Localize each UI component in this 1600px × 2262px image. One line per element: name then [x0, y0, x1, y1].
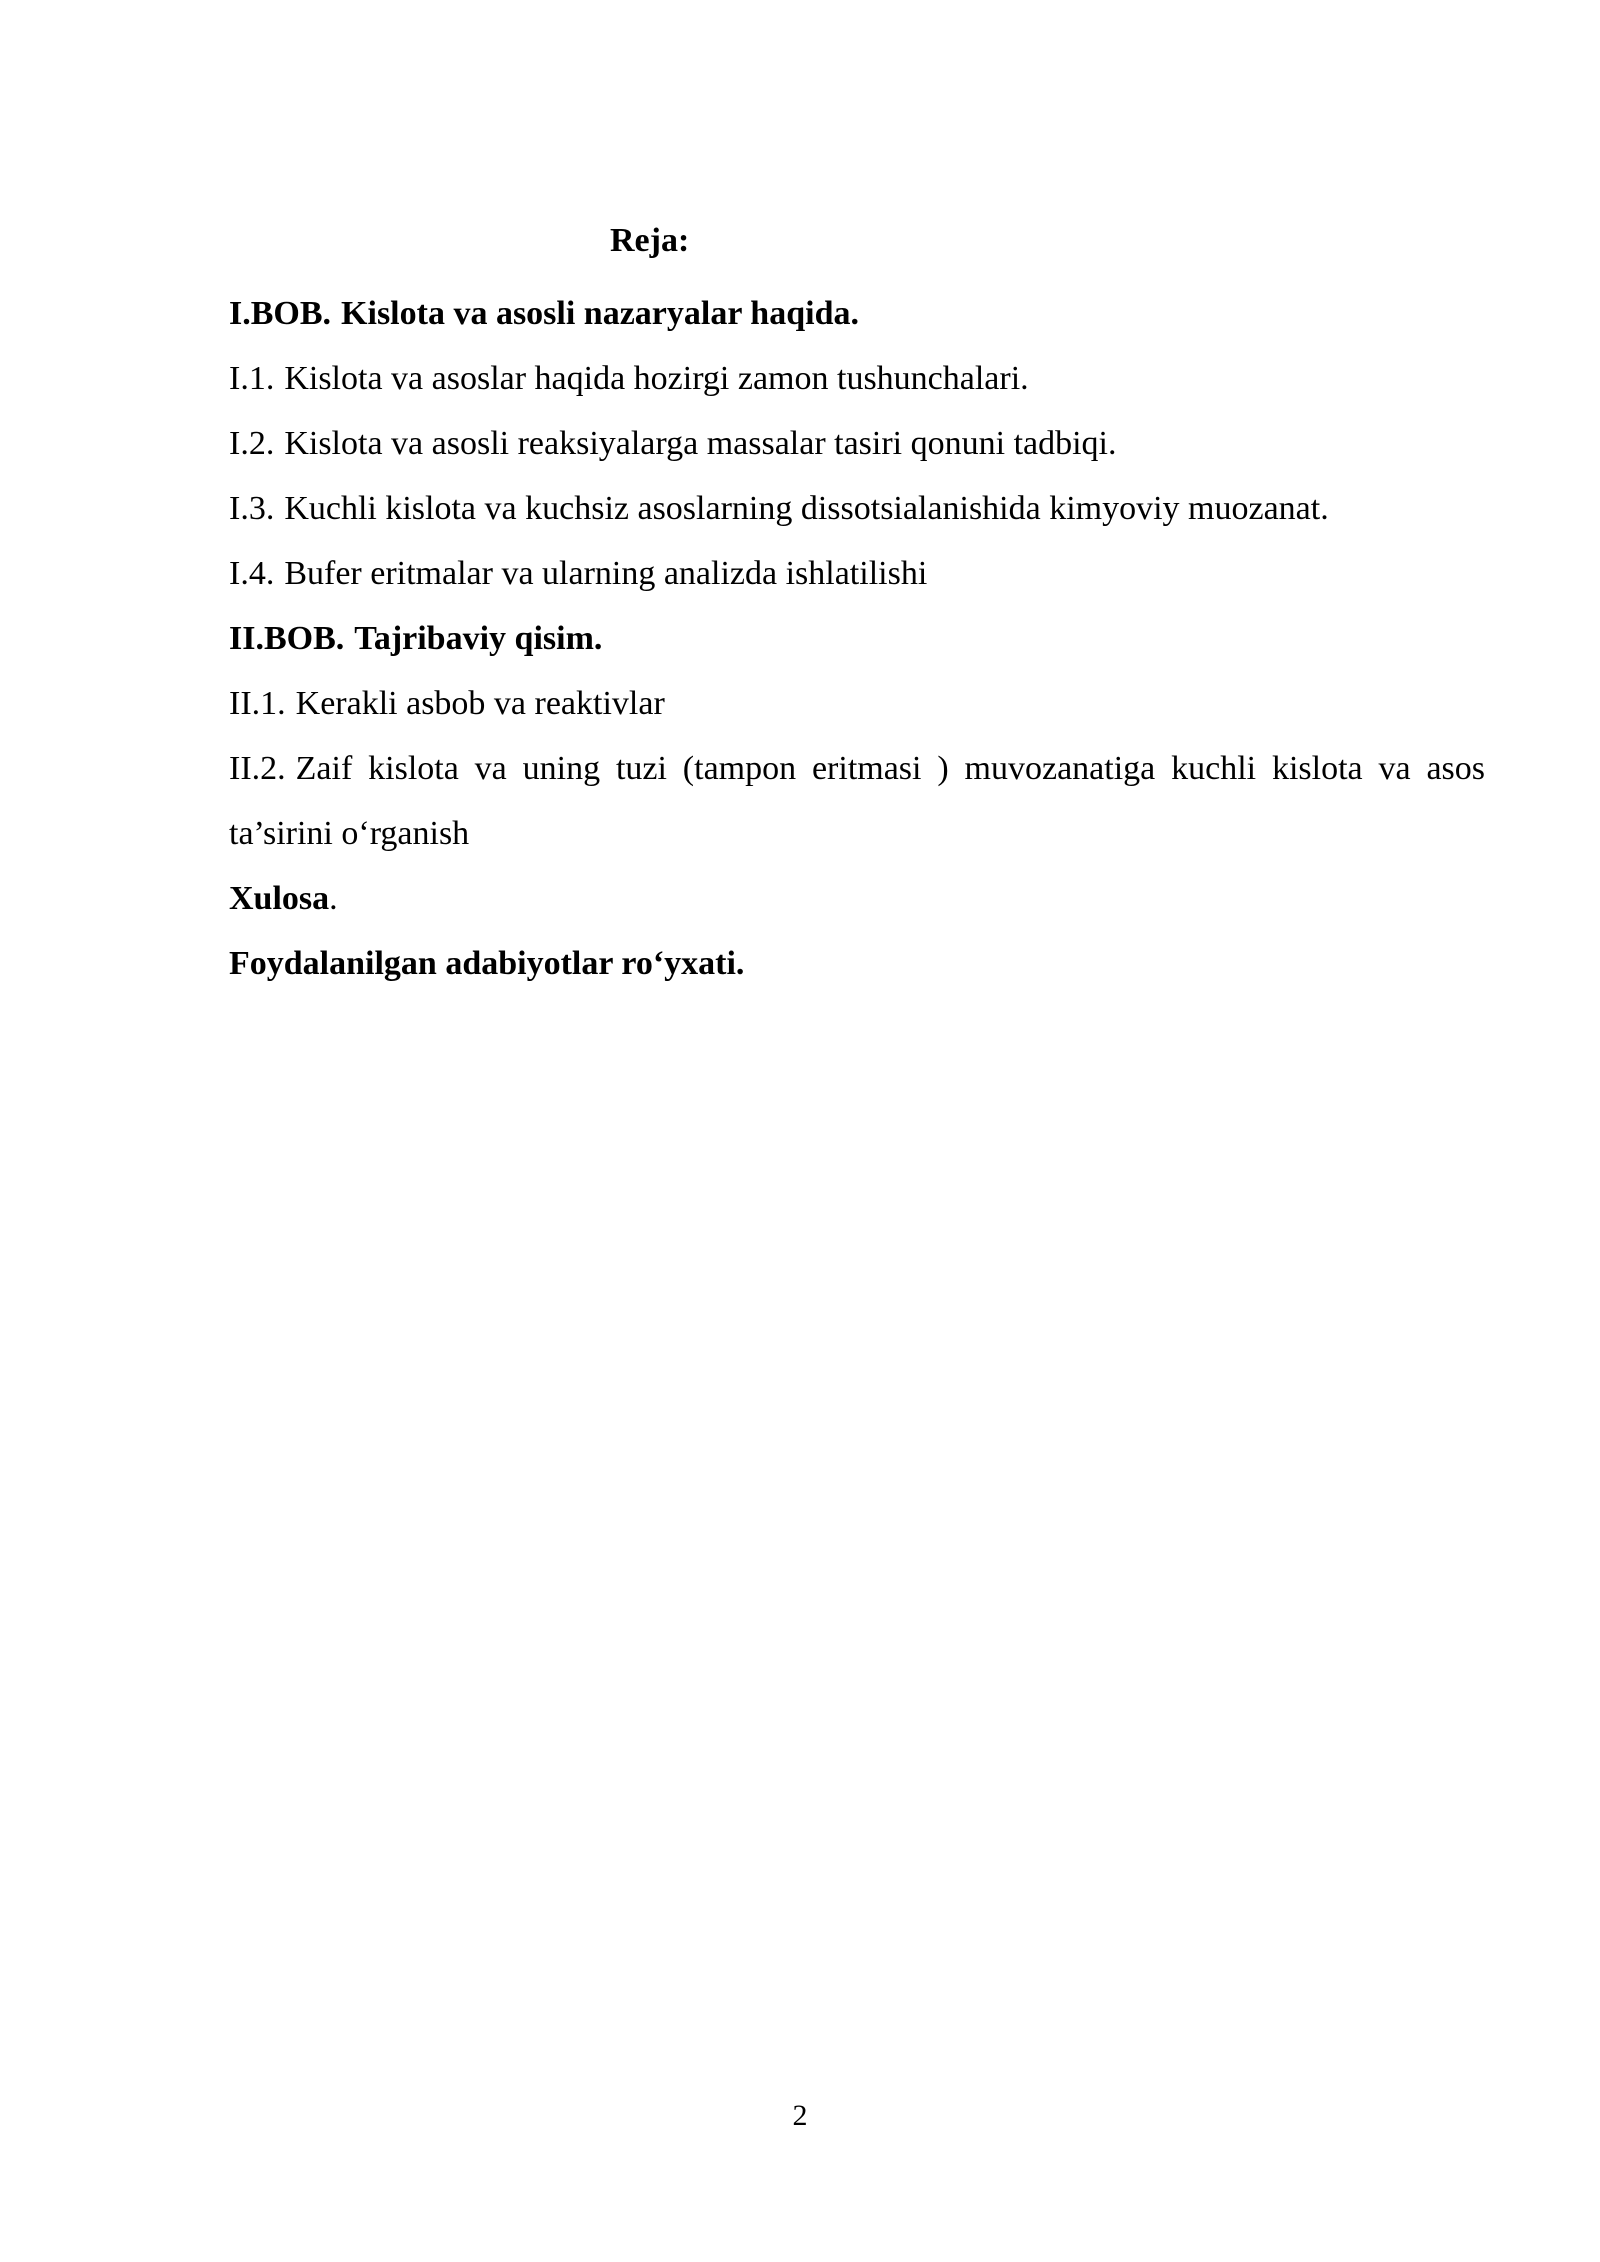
toc-entry-number: II.2.	[229, 750, 286, 787]
toc-entry-text: Zaif kislota va uning tuzi (tampon eritmasi ) muvozanatiga kuchli kislota va asos ta’sirini o‘rganish	[229, 750, 1485, 852]
toc-entry-text: Kislota va asosli reaksiyalarga massalar tasiri qonuni tadbiqi.	[284, 425, 1117, 462]
toc-entry-number: II.BOB.	[229, 620, 345, 657]
toc-entry-text: Bufer eritmalar va ularning analizda ishlatilishi	[284, 555, 928, 592]
toc-entry-1-2	[229, 411, 1485, 476]
table-of-contents	[229, 281, 1485, 996]
toc-entry-2-2	[229, 736, 1485, 866]
toc-entry-chapter-2	[229, 606, 1485, 671]
toc-entry-text: Kerakli asbob va reaktivlar	[295, 685, 665, 722]
toc-entry-chapter-1	[229, 281, 1485, 346]
toc-entry-text: Kislota va asoslar haqida hozirgi zamon tushunchalari.	[284, 360, 1029, 397]
toc-entry-number: II.1.	[229, 685, 286, 722]
toc-entry-text: Kuchli kislota va kuchsiz asoslarning dissotsialanishida kimyoviy muozanat.	[284, 490, 1329, 527]
toc-entry-1-3	[229, 476, 1485, 541]
toc-entry-number: I.4.	[229, 555, 275, 592]
toc-entry-text: Tajribaviy qisim.	[354, 620, 603, 657]
toc-entry-number: I.BOB.	[229, 295, 332, 332]
page-number: 2	[792, 2099, 808, 2132]
toc-entry-1-4	[229, 541, 1485, 606]
toc-entry-text: Kislota va asosli nazaryalar haqida.	[341, 295, 859, 332]
toc-entry-text: Xulosa	[229, 880, 330, 917]
toc-entry-number: I.3.	[229, 490, 275, 527]
toc-entry-number: I.2.	[229, 425, 275, 462]
toc-entry-references	[229, 931, 1485, 996]
toc-entry-conclusion: Xulosa.	[229, 880, 338, 917]
toc-entry-2-1	[229, 671, 1485, 736]
plan-title: Reja:	[610, 222, 690, 259]
toc-entry-text: Foydalanilgan adabiyotlar ro‘yxati.	[229, 945, 745, 982]
toc-entry-1-1	[229, 346, 1485, 411]
toc-entry-number: I.1.	[229, 360, 275, 397]
